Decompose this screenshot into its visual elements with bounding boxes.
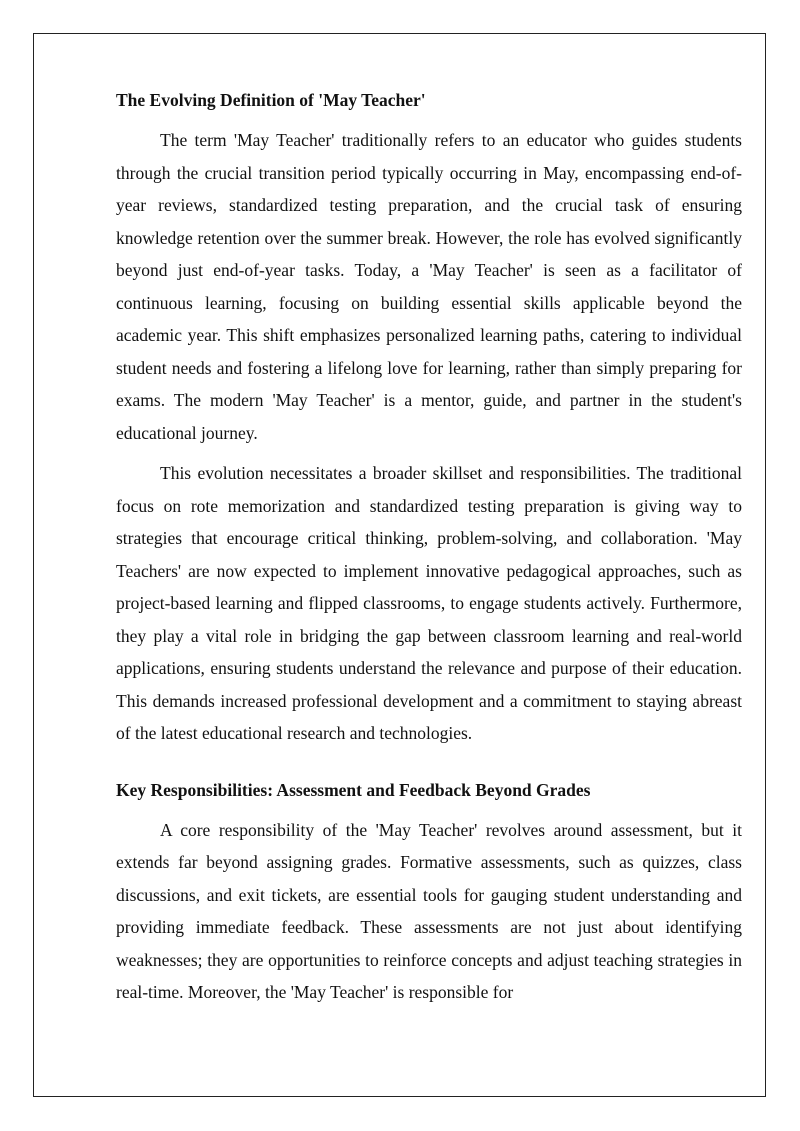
section-heading-key-responsibilities: Key Responsibilities: Assessment and Feedback Beyond Grades <box>116 779 591 800</box>
document-body <box>116 84 742 1009</box>
section-heading-evolving-definition: The Evolving Definition of 'May Teacher' <box>116 90 426 110</box>
paragraph-evolving-definition-2: This evolution necessitates a broader skillset and responsibilities. The traditional focus on rote memorization and standardized testing preparation is giving way to strategies that encourage critical thinking, problem-solving, and collaboration. 'May Teachers' are now expected to implement innovative pedagogical approaches, such as project-based learning and flipped classrooms, to engage students actively. Furthermore, they play a vital role in bridging the gap between classroom learning and real-world applications, ensuring students understand the relevance and purpose of their education. This demands increased professional development and a commitment to staying abreast of the latest educational research and technologies. <box>116 463 742 743</box>
paragraph-evolving-definition-1: The term 'May Teacher' traditionally refers to an educator who guides students through the crucial transition period typically occurring in May, encompassing end-of-year reviews, standardized testing preparation, and the crucial task of ensuring knowledge retention over the summer break. However, the role has evolved significantly beyond just end-of-year tasks. Today, a 'May Teacher' is seen as a facilitator of continuous learning, focusing on building essential skills applicable beyond the academic year. This shift emphasizes personalized learning paths, catering to individual student needs and fostering a lifelong love for learning, rather than simply preparing for exams. The modern 'May Teacher' is a mentor, guide, and partner in the student's educational journey. <box>116 130 742 443</box>
paragraph-key-responsibilities-1: A core responsibility of the 'May Teacher' revolves around assessment, but it extends far beyond assigning grades. Formative assessments, such as quizzes, class discussions, and exit tickets, are essential tools for gauging student understanding and providing immediate feedback. These assessments are not just about identifying weaknesses; they are opportunities to reinforce concepts and adjust teaching strategies in real-time. Moreover, the 'May Teacher' is responsible for <box>116 819 742 1002</box>
